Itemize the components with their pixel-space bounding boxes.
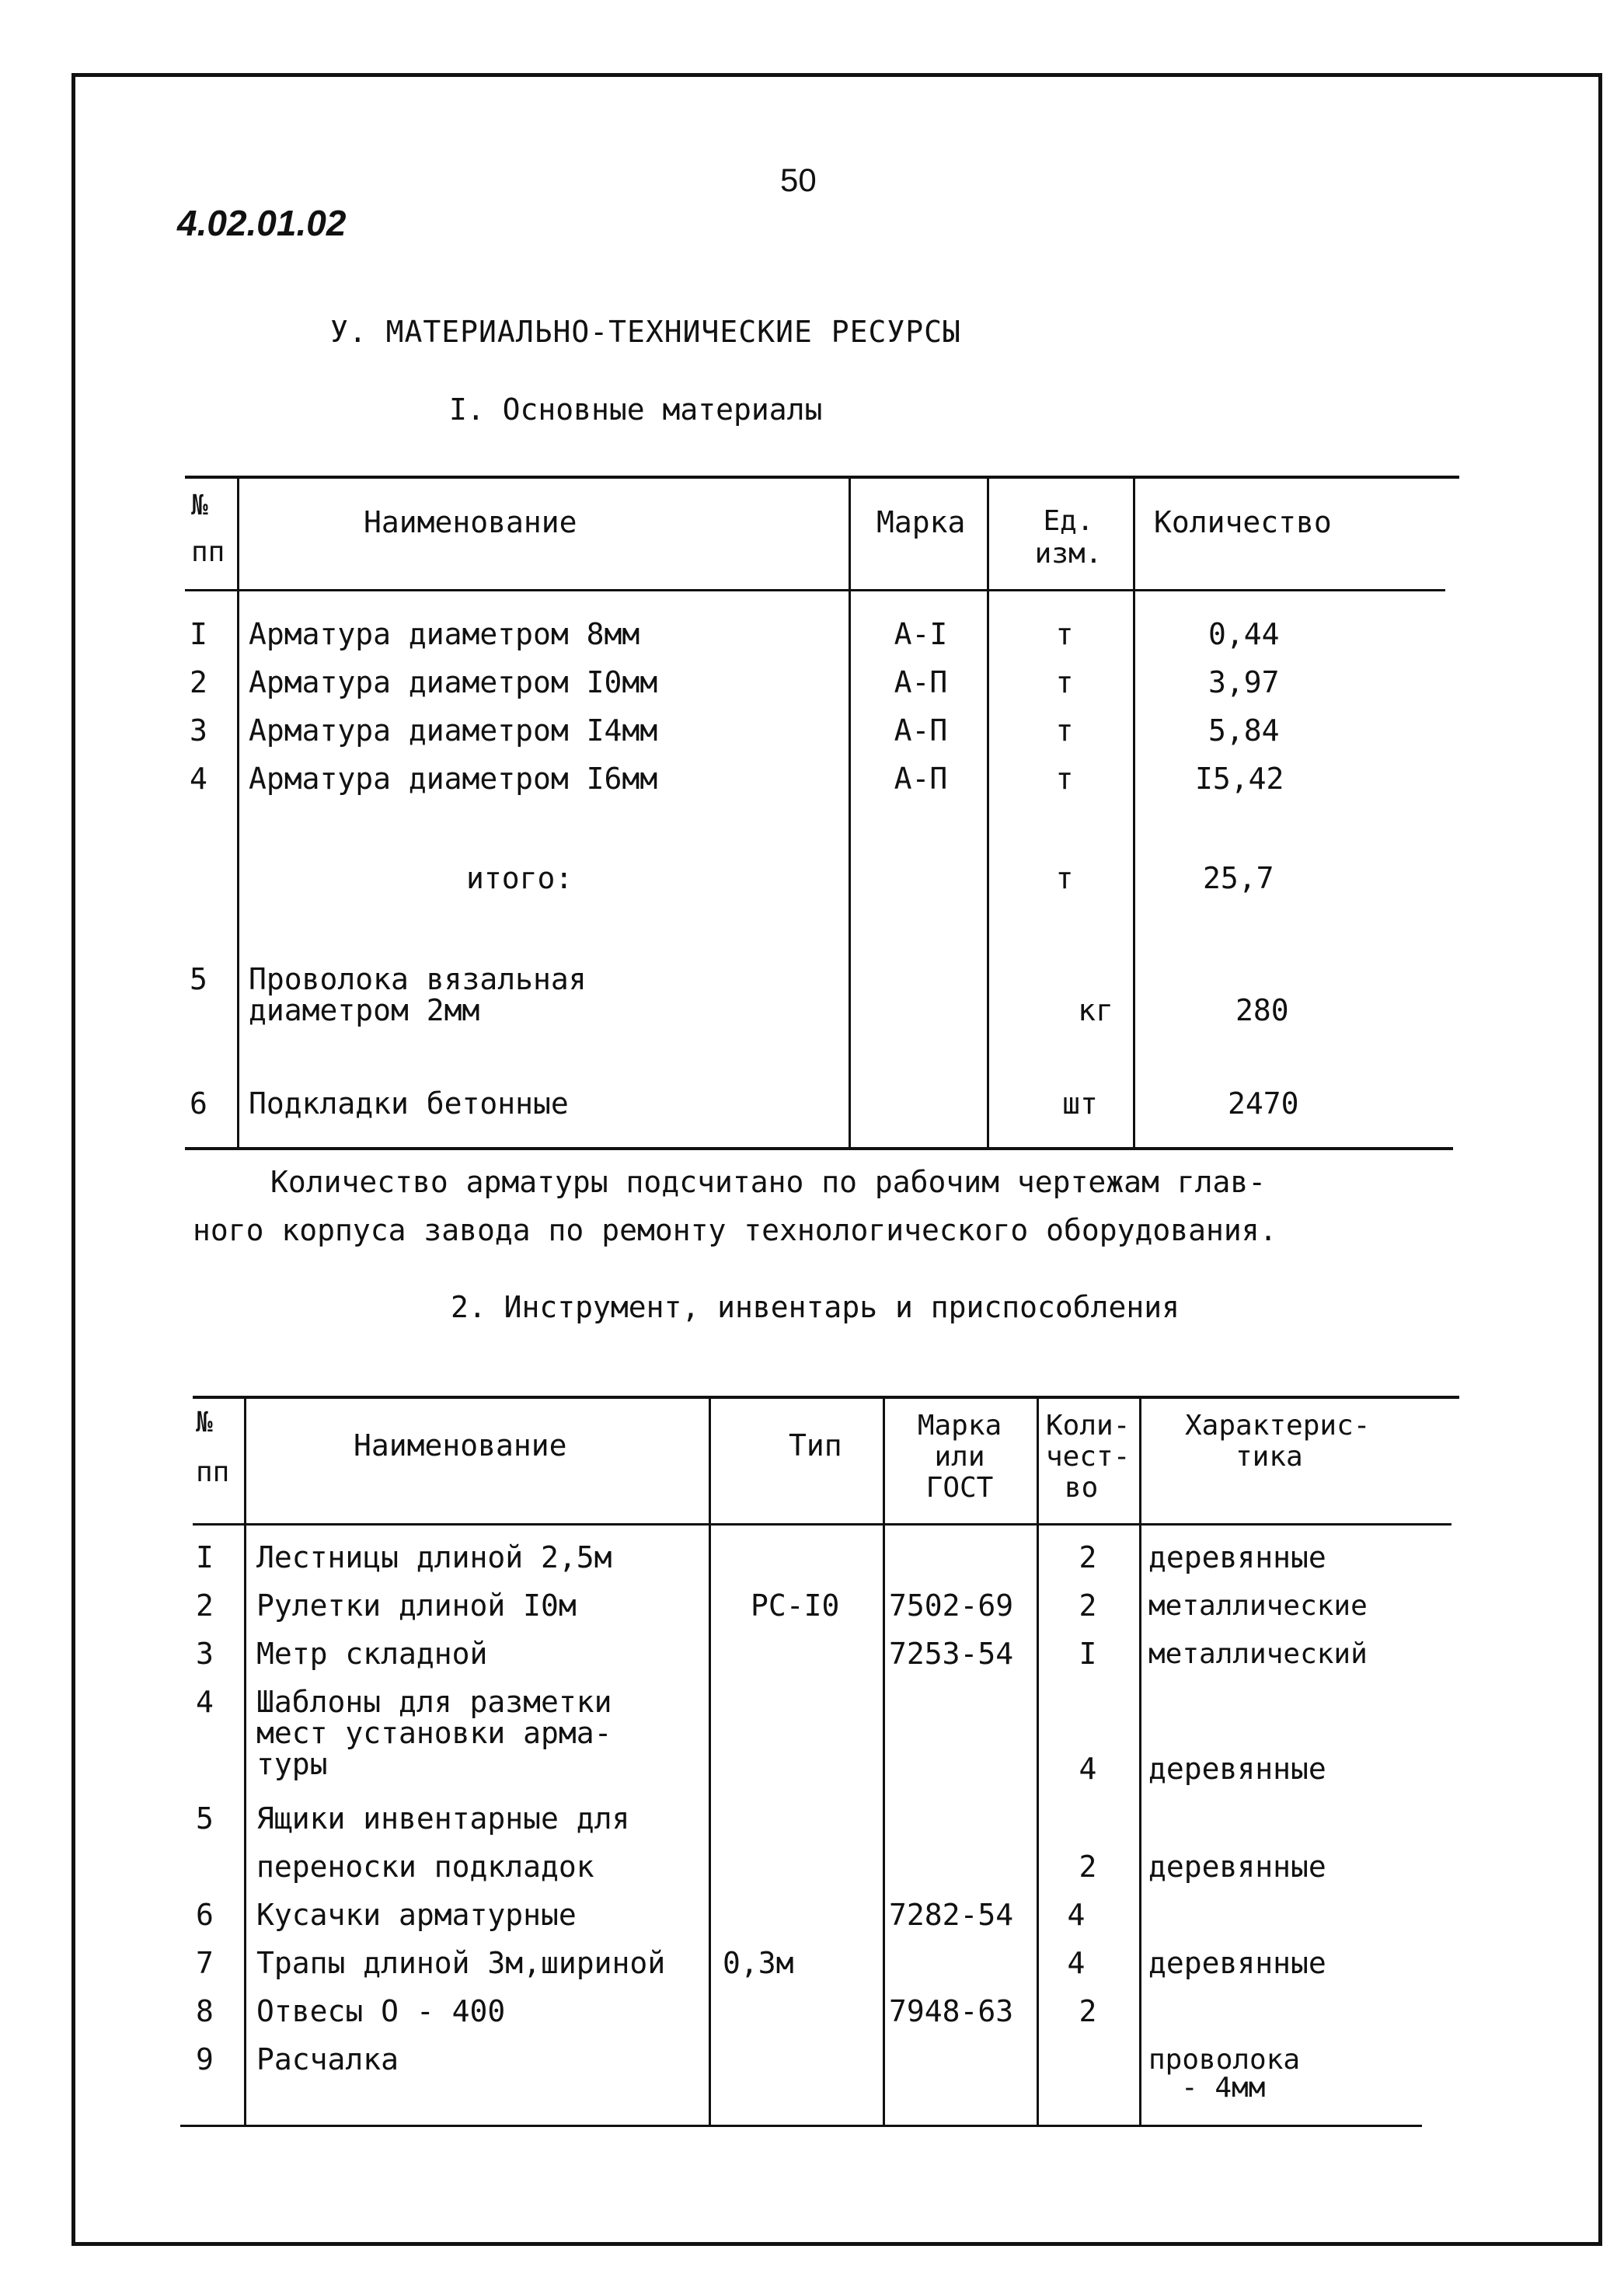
row-qty: 5,84 [1208,713,1280,748]
header-name: Наименование [364,505,577,539]
header-name: Наименование [354,1428,567,1463]
note-line-1: Количество арматуры подсчитано по рабочим чертежам глав- [270,1165,1267,1199]
row-char: металлические [1148,1590,1368,1622]
row-qty: I5,42 [1195,762,1284,796]
row-name: Арматура диаметром I4мм [249,713,658,748]
table-top-rule [193,1396,1459,1399]
row-name: Арматура диаметром 8мм [249,617,640,651]
row-mark: 7282-54 [889,1898,1014,1932]
row-unit: шт [1062,1086,1098,1121]
page-number: 50 [780,162,817,198]
total-unit: т [1055,861,1074,895]
row-qty: 2 [1079,1540,1097,1574]
section-title: У. МАТЕРИАЛЬНО-ТЕХНИЧЕСКИЕ РЕСУРСЫ [330,315,961,349]
row-unit: т [1055,617,1074,651]
row-qty: 3,97 [1208,665,1280,699]
row-name: Арматура диаметром I6мм [249,762,658,796]
row-qty: 4 [1079,1752,1097,1786]
row-qty: 2 [1079,1994,1097,2028]
row-num: 7 [196,1946,214,1980]
row-num: 3 [196,1637,214,1671]
row-qty: 4 [1067,1946,1086,1980]
header-unit-2: изм. [1034,538,1103,570]
row-num: 4 [196,1685,214,1719]
row-unit: т [1055,713,1074,748]
header-num-1: № [191,490,208,521]
row-name-line3: туры [256,1747,328,1781]
header-num-2: пп [191,536,225,568]
row-name-line1: Ящики инвентарные для [256,1801,630,1836]
col-divider [849,476,851,1149]
header-num-1: № [196,1407,213,1438]
row-qty: 4 [1067,1898,1086,1932]
row-type: 0,3м [723,1946,794,1980]
row-name: Расчалка [256,2042,399,2076]
row-num: 5 [196,1801,214,1836]
row-unit: кг [1078,993,1113,1027]
row-name-line1: Шаблоны для разметки [256,1685,612,1719]
row-num: 3 [190,713,207,748]
row-num: 2 [196,1588,214,1623]
col-divider [1139,1396,1141,2125]
row-mark: 7948-63 [889,1994,1014,2028]
document-id: 4.02.01.02 [177,203,347,243]
row-name-line1: Проволока вязальная [249,962,587,996]
total-label: итого: [466,861,573,895]
row-num: 2 [190,665,207,699]
header-mark-1: Марка [917,1410,1002,1442]
row-mark: 7253-54 [889,1637,1014,1671]
row-char-line2: - 4мм [1181,2072,1266,2104]
col-divider [709,1396,711,2125]
row-num: 9 [196,2042,214,2076]
header-char-2: тика [1235,1441,1303,1473]
row-name: Лестницы длиной 2,5м [256,1540,612,1574]
col-divider [1133,476,1135,1149]
row-name: Кусачки арматурные [256,1898,577,1932]
row-unit: т [1055,762,1074,796]
table-bottom-rule [180,2125,1422,2127]
row-char: деревянные [1148,1850,1326,1884]
materials-title: I. Основные материалы [449,392,823,427]
row-name-line2: мест установки арма- [256,1716,612,1750]
tools-title: 2. Инструмент, инвентарь и приспособления [451,1290,1180,1324]
row-name: Арматура диаметром I0мм [249,665,658,699]
header-unit-1: Ед. [1043,505,1094,537]
row-num: I [190,617,207,651]
header-qty-1: Коли- [1046,1410,1131,1442]
row-num: 5 [190,962,207,996]
row-qty: 2470 [1228,1086,1299,1121]
row-qty: I [1079,1637,1097,1671]
row-char-line1: проволока [1148,2044,1301,2076]
row-char: деревянные [1148,1752,1326,1786]
header-rule [193,1523,1451,1526]
header-mark-2: или [934,1441,985,1473]
row-char: деревянные [1148,1946,1326,1980]
row-num: I [196,1540,214,1574]
header-qty-2: чест- [1046,1441,1131,1473]
row-num: 6 [190,1086,207,1121]
row-qty: 2 [1079,1850,1097,1884]
table-bottom-rule [185,1147,1453,1150]
col-divider [244,1396,246,2125]
header-qty: Количество [1154,505,1332,539]
row-qty: 2 [1079,1588,1097,1623]
header-mark: Марка [876,505,966,539]
header-num-2: пп [196,1456,230,1488]
row-name: Метр складной [256,1637,488,1671]
row-name: Отвесы О - 400 [256,1994,506,2028]
row-qty: 0,44 [1208,617,1280,651]
header-qty-3: во [1065,1472,1099,1504]
table-top-rule [185,476,1459,479]
total-qty: 25,7 [1203,861,1274,895]
row-num: 8 [196,1994,214,2028]
row-mark: А-П [894,713,948,748]
row-name-line2: диаметром 2мм [249,993,480,1027]
row-char: деревянные [1148,1540,1326,1574]
col-divider [1037,1396,1039,2125]
row-num: 6 [196,1898,214,1932]
col-divider [237,476,239,1149]
row-mark: 7502-69 [889,1588,1014,1623]
row-mark: А-П [894,762,948,796]
row-unit: т [1055,665,1074,699]
header-rule [185,589,1445,591]
row-char: металлический [1148,1638,1368,1670]
row-qty: 280 [1235,993,1289,1027]
row-name: Подкладки бетонные [249,1086,569,1121]
col-divider [987,476,989,1149]
row-type: РС-I0 [751,1588,840,1623]
row-name: Трапы длиной 3м,шириной [256,1946,666,1980]
row-mark: А-I [894,617,948,651]
col-divider [883,1396,885,2125]
row-name-line2: переноски подкладок [256,1850,594,1884]
row-num: 4 [190,762,207,796]
header-type: Тип [789,1428,842,1463]
row-name: Рулетки длиной I0м [256,1588,577,1623]
header-mark-3: ГОСТ [925,1472,994,1504]
row-mark: А-П [894,665,948,699]
header-char-1: Характерис- [1185,1410,1371,1442]
note-line-2: ного корпуса завода по ремонту технологического оборудования. [193,1213,1277,1247]
